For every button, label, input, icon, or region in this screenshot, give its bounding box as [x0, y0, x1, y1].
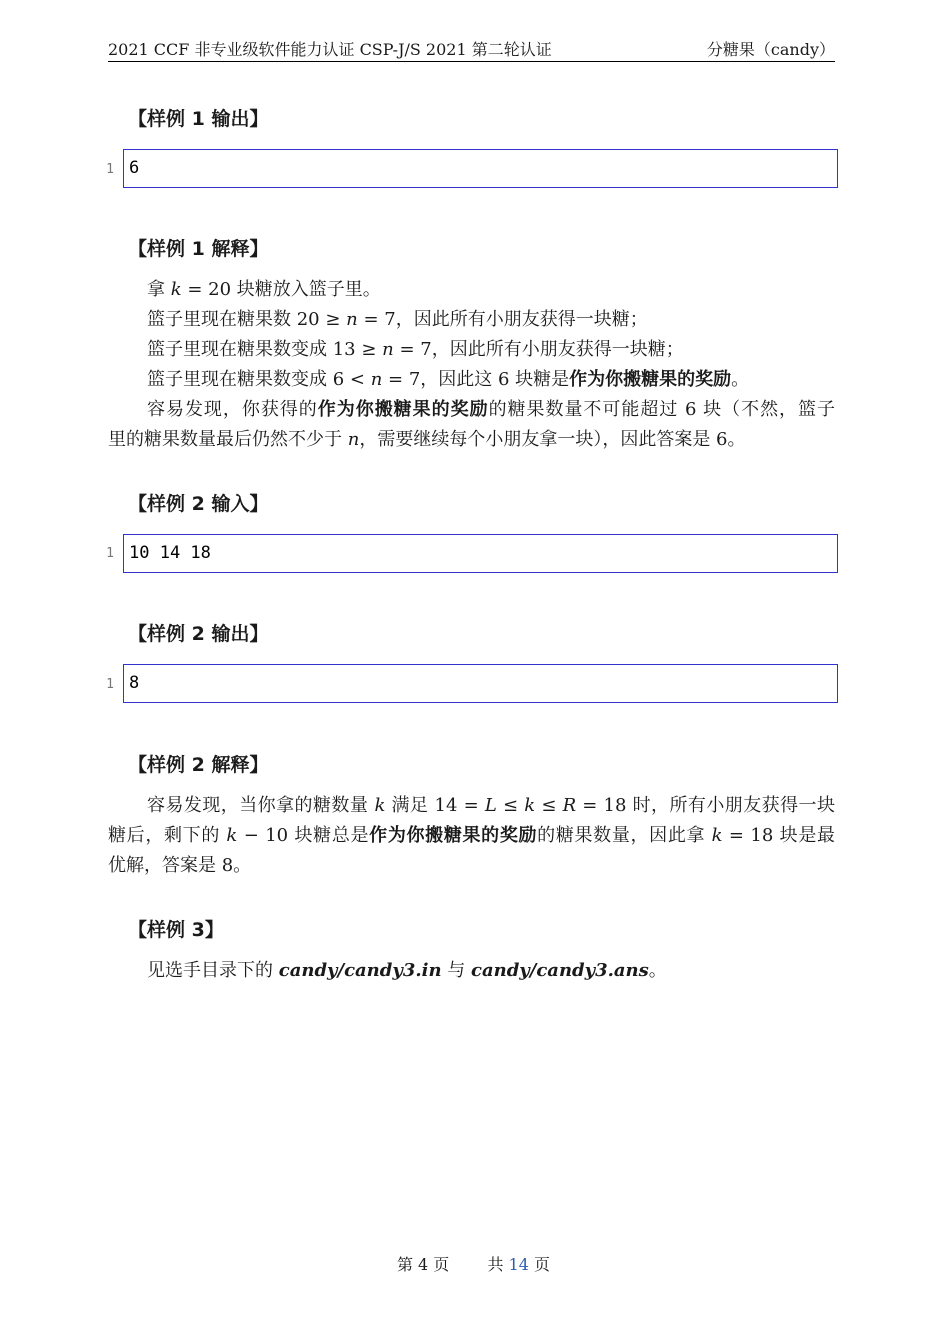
explain-paragraph — [147, 275, 381, 305]
total-pages-link[interactable]: 14 — [508, 1255, 529, 1274]
text: 容易发现，你获得的 — [147, 399, 318, 420]
code-block-sample2-output — [123, 664, 838, 703]
code-content: 10 14 18 — [129, 543, 211, 563]
explain-paragraph — [108, 425, 746, 455]
text: ≤ — [535, 795, 563, 816]
text: 篮子里现在糖果数变成 13 ≥ — [147, 339, 383, 360]
text: 。 — [648, 960, 667, 981]
math-var: k — [711, 825, 723, 846]
sample3-paragraph — [147, 956, 667, 986]
explain-paragraph — [147, 305, 648, 335]
code-block-sample2-input — [123, 534, 838, 573]
math-var: k — [374, 795, 386, 816]
text: 。 — [731, 369, 750, 390]
text: 见选手目录下的 — [147, 960, 279, 981]
page-header — [108, 37, 835, 62]
emphasis-text: 作为你搬糖果的奖励 — [317, 399, 489, 420]
text: 拿 — [147, 279, 171, 300]
section-title-sample2-explain: 【样例 2 解释】 — [128, 754, 269, 776]
explain-paragraph — [147, 365, 749, 395]
text: = 7，因此所有小朋友获得一块糖； — [393, 339, 684, 360]
section-title-sample2-output: 【样例 2 输出】 — [128, 623, 269, 645]
math-var: n — [347, 429, 360, 450]
explain-paragraph — [108, 395, 835, 425]
text: 篮子里现在糖果数 20 ≥ — [147, 309, 347, 330]
math-var: k — [226, 825, 238, 846]
math-var: k — [170, 279, 182, 300]
text: 的糖果数量，因此拿 — [537, 825, 712, 846]
line-number: 1 — [106, 162, 114, 177]
explain-paragraph — [147, 335, 684, 365]
text: 与 — [441, 960, 471, 981]
code-block-sample1-output — [123, 149, 838, 188]
page-number: 第 4 页 — [396, 1255, 450, 1274]
file-path: candy/candy3.in — [278, 960, 442, 981]
header-title: 2021 CCF 非专业级软件能力认证 CSP-J/S 2021 第二轮认证 — [108, 40, 552, 59]
section-title-sample3: 【样例 3】 — [128, 919, 224, 941]
text: ，需要继续每个小朋友拿一块），因此答案是 6。 — [359, 429, 746, 450]
math-var: n — [370, 369, 383, 390]
page-footer — [0, 1252, 947, 1275]
text: ≤ — [496, 795, 525, 816]
text: 容易发现，当你拿的糖数量 — [147, 795, 375, 816]
emphasis-text: 作为你搬糖果的奖励 — [369, 825, 538, 846]
explain-paragraph — [108, 791, 835, 821]
text: 的糖果数量不可能超过 6 块（不然，篮子 — [488, 399, 836, 420]
math-var: k — [524, 795, 536, 816]
section-title-sample1-output: 【样例 1 输出】 — [128, 108, 269, 130]
text: = 18 块是最 — [722, 825, 835, 846]
text: 页 — [528, 1255, 551, 1274]
explain-paragraph — [108, 821, 835, 851]
text: − 10 块糖总是 — [237, 825, 370, 846]
emphasis-text: 作为你搬糖果的奖励 — [569, 369, 732, 390]
text: 共 — [487, 1255, 509, 1274]
math-var: n — [382, 339, 394, 360]
text: = 7，因此这 6 块糖是 — [382, 369, 570, 390]
section-title-sample1-explain: 【样例 1 解释】 — [128, 238, 269, 260]
code-content: 8 — [129, 673, 140, 693]
text: 篮子里现在糖果数变成 6 < — [147, 369, 371, 390]
section-title-sample2-input: 【样例 2 输入】 — [128, 493, 269, 515]
explain-paragraph: 优解，答案是 8。 — [108, 855, 252, 876]
math-var: R — [562, 795, 577, 816]
text: = 7，因此所有小朋友获得一块糖； — [357, 309, 648, 330]
text: 糖后，剩下的 — [108, 825, 227, 846]
file-path: candy/candy3.ans — [471, 960, 649, 981]
text: = 20 块糖放入篮子里。 — [181, 279, 381, 300]
text: 满足 14 = — [385, 795, 485, 816]
header-problem-name: 分糖果（candy） — [706, 40, 835, 59]
code-content: 6 — [129, 158, 140, 178]
line-number: 1 — [106, 546, 114, 561]
math-var: L — [484, 795, 497, 816]
math-var: n — [346, 309, 358, 330]
line-number: 1 — [106, 677, 114, 692]
text: = 18 时，所有小朋友获得一块 — [576, 795, 835, 816]
text: 里的糖果数量最后仍然不少于 — [108, 429, 348, 450]
